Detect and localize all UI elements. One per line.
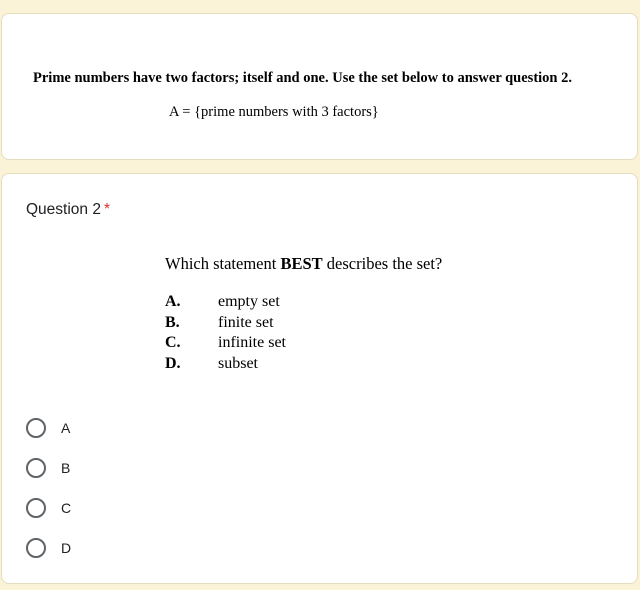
- choice-line: [165, 334, 442, 355]
- option-label-c: C: [61, 500, 72, 516]
- choices-list: [165, 293, 442, 375]
- radio-button-a[interactable]: [26, 418, 46, 438]
- info-card: [1, 13, 638, 160]
- choice-text: subset: [218, 354, 258, 372]
- option-label-d: D: [61, 540, 72, 556]
- choice-line: [165, 293, 442, 314]
- prompt-text-after: describes the set?: [322, 254, 443, 273]
- choice-letter: B.: [165, 313, 180, 331]
- option-label-a: A: [61, 420, 71, 436]
- answer-options: [26, 408, 71, 568]
- choice-text: infinite set: [218, 334, 286, 351]
- radio-button-c[interactable]: [26, 498, 46, 518]
- radio-button-d[interactable]: [26, 538, 46, 558]
- option-b[interactable]: [26, 448, 71, 488]
- question-title-text: Question 2: [26, 201, 101, 218]
- choice-line: [165, 355, 442, 376]
- set-definition: A = {prime numbers with 3 factors}: [169, 104, 379, 120]
- question-image: [165, 254, 442, 375]
- choice-text: empty set: [218, 293, 280, 310]
- question-prompt: [165, 254, 442, 274]
- info-instruction: Prime numbers have two factors; itself and one. Use the set below to answer question 2.: [33, 70, 572, 86]
- prompt-text-bold: BEST: [280, 254, 323, 273]
- option-a[interactable]: [26, 408, 71, 448]
- option-d[interactable]: [26, 528, 71, 568]
- question-card: [1, 173, 638, 584]
- choice-letter: D.: [165, 354, 181, 372]
- radio-button-b[interactable]: [26, 458, 46, 478]
- option-label-b: B: [61, 460, 71, 476]
- question-title: [26, 201, 110, 219]
- choice-line: [165, 314, 442, 335]
- choice-text: finite set: [218, 313, 274, 331]
- choice-letter: A.: [165, 293, 181, 310]
- prompt-text-before: Which statement: [165, 254, 281, 273]
- required-asterisk: *: [103, 201, 111, 218]
- choice-letter: C.: [165, 334, 181, 351]
- option-c[interactable]: [26, 488, 71, 528]
